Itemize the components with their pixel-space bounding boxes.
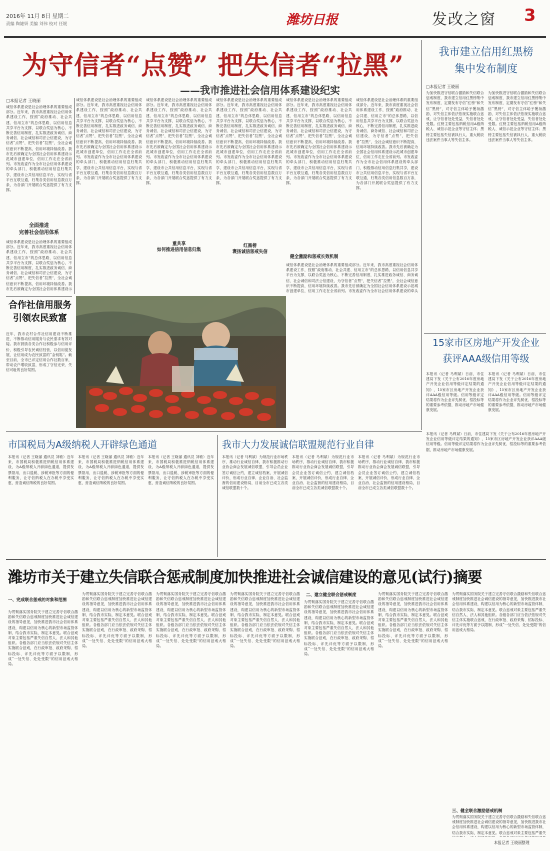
divider-mid-top xyxy=(6,431,422,432)
blacklist-body-b: 为加快推进守信联合激励和失信联合惩戒制度，我市建立信用红黑榜集中发布制度，定期发布守信“红榜”和失信“黑榜”，对守信主体给予褒扬激励，对失信主体依法依规实施联合惩戒，让守信者处处受益，失信者处处受限。红榜主要包括纳税信用A级纳税人、诚信示范企业等守信主体；黑榜主要包括失信被执行人、重大税收违法案件当事人等失信主体。 xyxy=(488,91,546,142)
lead-body-col3: 诚信体系建设是社会治理体系的重要组成部分。近年来，我市高度重视社会信用体系建设工作，按照“政府推动、社会共建、信用立市”的总体思路，以信用信息共享平台为支撑，以联合奖惩为核心，不断完善信用制度，扎实推进政务诚信、商务诚信、社会诚信和司法公信建设，为守信者“点赞”，把失信者“拉黑”，全社会诚信意识不断提高，信用环境持续改善。我市先后被确定为全国社会信用体系建设示范城市创建单位，信用工作走在全省前列。市发改委作为全市社会信用体系建设的牵头部门，积极推动信用信息归集共享，建设市公共信用信息平台，实现与省平台互联互通，归集各类信用信息数百万条，为各部门开展联合奖惩提供了有力支撑。 xyxy=(146,98,212,186)
alliance-body-b: 本报讯（记者 马利斌）为规范行业市场秩序，推动行业诚信自律，我市积极推动行业协会商会发展诚信联盟，引导会员企业签订诚信公约，建立诚信档案，开展诚信评价，形成行业自律、企业自治、社会监督的信用建设格局，目前全市已成立各类诚信联盟数十个。 xyxy=(292,455,354,491)
lead-subtitle: ——我市推进社会信用体系建设纪实 xyxy=(180,86,340,97)
coop-body: 近年，我市农村合作社信用建设不断推进，不断推动信用服务与农民需求有效对接。我市鼓励各类合作社积极参与信用评价，积极引导农民诚信经营，以信用促发展，让信用成为农民致富的“金钥匙”。截至目前，全市已评定信用合作社数百家，带动农户增收致富，形成了守信光荣、失信可耻的良好氛围。 xyxy=(6,332,72,373)
subhead-c: 重共享 如何推进信用信息归集 xyxy=(157,242,201,253)
bottom-section1: 一、完成联合惩戒的对象和范围 xyxy=(8,597,67,602)
aaa-body-a: 本报讯（记者 马利斌）日前，市住建局下发《关于公布2016年度房地产开发企业信用等级评定结果的通知》，15家市区房地产开发企业获评AAA级信用等级。信用等级评定结果将作为企业评先树优、招投标等的重要参考依据，推动房地产市场健康发展。 xyxy=(426,372,484,413)
lead-body-col2: 诚信体系建设是社会治理体系的重要组成部分。近年来，我市高度重视社会信用体系建设工作，按照“政府推动、社会共建、信用立市”的总体思路，以信用信息共享平台为支撑，以联合奖惩为核心，不断完善信用制度，扎实推进政务诚信、商务诚信、社会诚信和司法公信建设，为守信者“点赞”，把失信者“拉黑”，全社会诚信意识不断提高，信用环境持续改善。我市先后被确定为全国社会信用体系建设示范城市创建单位，信用工作走在全省前列。市发改委作为全市社会信用体系建设的牵头部门，积极推动信用信息归集共享，建设市公共信用信息平台，实现与省平台互联互通，归集各类信用信息数百万条，为各部门开展联合奖惩提供了有力支撑。 xyxy=(76,98,142,186)
blacklist-heading: 我市建立信用红黑榜 集中发布制度 xyxy=(438,46,534,75)
tax-body-b: 本报讯（记者 王晓丽 通讯员 刘敏）近年来，市国税局积极推进纳税信用体系建设，为A级纳税人开辟绿色通道，提供发票领用、出口退税、涉税审批等方面的便利服务，让守信纳税人在办税中享受实惠，营造诚信纳税的良好氛围。 xyxy=(78,455,144,486)
bottom-footer-note: 本报记者 王晓丽整理 xyxy=(494,840,530,845)
tax-heading: 市国税局为A级纳税人开辟绿色通道 xyxy=(8,440,157,451)
tax-body-a: 本报讯（记者 王晓丽 通讯员 刘敏）近年来，市国税局积极推进纳税信用体系建设，为A级纳税人开辟绿色通道，提供发票领用、出口退税、涉税审批等方面的便利服务，让守信纳税人在办税中享受实惠，营造诚信纳税的良好氛围。 xyxy=(8,455,74,486)
masthead-rule xyxy=(4,36,546,38)
subhead-b: 红黑榜 褒扬诚信惩戒失信 xyxy=(232,244,268,255)
bottom-section2: 二、建立健全联合惩戒制度 xyxy=(306,592,357,597)
aaa-heading: 15家市区房地产开发企业 获评AAA级信用等级 xyxy=(432,338,540,365)
bottom-body-col4: 为贯彻落实国务院关于建立完善守信联合激励和失信联合惩戒制度加快推进社会诚信建设的指导意见，加快推进我市社会信用体系建设，构建以信用为核心的新型市场监管体制，结合我市实际，制定本意见。联合惩戒对象主要包括严重失信自然人、法人和其他组织。各级各部门应当依法依规对失信主体实施联合惩戒，在行政审批、政府采购、招标投标、评先评优等方面予以限制，形成“一处失信、处处受限”的信用惩戒大格局。 xyxy=(230,592,300,649)
section-name: 发改之窗 xyxy=(432,10,497,28)
tax-body-c: 本报讯（记者 王晓丽 通讯员 刘敏）近年来，市国税局积极推进纳税信用体系建设，为A级纳税人开辟绿色通道，提供发票领用、出口退税、涉税审批等方面的便利服务，让守信纳税人在办税中享受实惠，营造诚信纳税的良好氛围。 xyxy=(148,455,214,486)
alliance-heading: 我市大力发展诚信联盟规范行业自律 xyxy=(222,440,375,451)
paper-name: 潍坊日报 xyxy=(286,13,339,28)
divider-right-col xyxy=(421,40,422,430)
divider-aaa-top xyxy=(424,333,546,334)
divider-lead-left xyxy=(74,98,75,294)
aaa-body-b: 本报讯（记者 马利斌）日前，市住建局下发《关于公布2016年度房地产开发企业信用等级评定结果的通知》，15家市区房地产开发企业获评AAA级信用等级。信用等级评定结果将作为企业评先树优、招投标等的重要参考依据，推动房地产市场健康发展。 xyxy=(488,372,546,413)
bottom-title: 潍坊市关于建立失信联合惩戒制度加快推进社会诚信建设的意见(试行)摘要 xyxy=(8,569,483,586)
bottom-body-col7b: 为贯彻落实国务院关于建立完善守信联合激励和失信联合惩戒制度加快推进社会诚信建设的指导意见，加快推进我市社会信用体系建设，构建以信用为核心的新型市场监管体制，结合我市实际，制定本意见。联合惩戒对象主要包括严重失 xyxy=(452,815,546,835)
masthead xyxy=(0,0,550,38)
bottom-body-col5: 为贯彻落实国务院关于建立完善守信联合激励和失信联合惩戒制度加快推进社会诚信建设的指导意见，加快推进我市社会信用体系建设，构建以信用为核心的新型市场监管体制，结合我市实际，制定本意见。联合惩戒对象主要包括严重失信自然人、法人和其他组织。各级各部门应当依法依规对失信主体实施联合惩戒，在行政审批、政府采购、招标投标、评先评优等方面予以限制，形成“一处失信、处处受限”的信用惩戒大格局。 xyxy=(304,600,374,657)
date-line: 2016年 11月 8日 星期二 xyxy=(6,14,69,20)
bottom-body-col2: 为贯彻落实国务院关于建立完善守信联合激励和失信联合惩戒制度加快推进社会诚信建设的指导意见，加快推进我市社会信用体系建设，构建以信用为核心的新型市场监管体制，结合我市实际，制定本意见。联合惩戒对象主要包括严重失信自然人、法人和其他组织。各级各部门应当依法依规对失信主体实施联合惩戒，在行政审批、政府采购、招标投标、评先评优等方面予以限制，形成“一处失信、处处受限”的信用惩戒大格局。 xyxy=(82,592,152,649)
subhead-d: 健全激励和惩戒长效机制 xyxy=(290,255,339,260)
lead-body-col6: 诚信体系建设是社会治理体系的重要组成部分。近年来，我市高度重视社会信用体系建设工作，按照“政府推动、社会共建、信用立市”的总体思路，以信用信息共享平台为支撑，以联合奖惩为核心，不断完善信用制度，扎实推进政务诚信、商务诚信、社会诚信和司法公信建设，为守信者“点赞”，把失信者“拉黑”，全社会诚信意识不断提高，信用环境持续改善。我市先后被确定为全国社会信用体系建设示范城市创建单位，信用工作走在全省前列。市发改委作为全市社会信用体系建设的牵头部门，积极推动信用信息归集共享，建设市公共信用信息平台，实现与省平台互联互通，归集各类信用信息数百万条，为各部门开展联合奖惩提供了有力支撑。 xyxy=(356,98,418,191)
alliance-body-c: 本报讯（记者 马利斌）为规范行业市场秩序，推动行业诚信自律，我市积极推动行业协会商会发展诚信联盟，引导会员企业签订诚信公约，建立诚信档案，开展诚信评价，形成行业自律、企业自治、社会监督的信用建设格局，目前全市已成立各类诚信联盟数十个。 xyxy=(358,455,420,491)
lead-body-col5: 诚信体系建设是社会治理体系的重要组成部分。近年来，我市高度重视社会信用体系建设工作，按照“政府推动、社会共建、信用立市”的总体思路，以信用信息共享平台为支撑，以联合奖惩为核心，不断完善信用制度，扎实推进政务诚信、商务诚信、社会诚信和司法公信建设，为守信者“点赞”，把失信者“拉黑”，全社会诚信意识不断提高，信用环境持续改善。我市先后被确定为全国社会信用体系建设示范城市创建单位，信用工作走在全省前列。市发改委作为全市社会信用体系建设的牵头部门，积极推动信用信息归集共享，建设市公共信用信息平台，实现与省平台互联互通，归集各类信用信息数百万条，为各部门开展联合奖惩提供了有力支撑。 xyxy=(286,98,352,186)
divider-bottom-top xyxy=(6,559,546,560)
lead-byline: □本报记者 王晓丽 xyxy=(6,98,41,103)
alliance-body-a: 本报讯（记者 马利斌）为规范行业市场秩序，推动行业诚信自律，我市积极推动行业协会商会发展诚信联盟，引导会员企业签订诚信公约，建立诚信档案，开展诚信评价，形成行业自律、企业自治、社会监督的信用建设格局，目前全市已成立各类诚信联盟数十个。 xyxy=(222,455,288,491)
farm-photo-illustration xyxy=(76,296,286,428)
lead-body-col1: 诚信体系建设是社会治理体系的重要组成部分。近年来，我市高度重视社会信用体系建设工作，按照“政府推动、社会共建、信用立市”的总体思路，以信用信息共享平台为支撑，以联合奖惩为核心，不断完善信用制度，扎实推进政务诚信、商务诚信、社会诚信和司法公信建设，为守信者“点赞”，把失信者“拉黑”，全社会诚信意识不断提高，信用环境持续改善。我市先后被确定为全国社会信用体系建设示范城市创建单位，信用工作走在全省前列。市发改委作为全市社会信用体系建设的牵头部门，积极推动信用信息归集共享，建设市公共信用信息平台，实现与省平台互联互通，归集各类信用信息数百万条，为各部门开展联合奖惩提供了有力支撑。 xyxy=(6,105,72,193)
divider-coop-top xyxy=(6,296,72,297)
bottom-section3: 三、健全联合激励惩戒机制 xyxy=(452,808,503,813)
subhead-a: 全面推进 完善社会信用体系 xyxy=(18,223,59,236)
lead-body-col1b: 诚信体系建设是社会治理体系的重要组成部分。近年来，我市高度重视社会信用体系建设工作，按照“政府推动、社会共建、信用立市”的总体思路，以信用信息共享平台为支撑，以联合奖惩为核心，不断完善信用制度，扎实推进政务诚信、商务诚信、社会诚信和司法公信建设，为守信者“点赞”，把失信者“拉黑”，全社会诚信意识不断提高，信用环境持续改善。我市先后被确定为全国社会信用体系建设示 xyxy=(6,240,72,291)
aaa-body-c: 本报讯（记者 马利斌）日前，市住建局下发《关于公布2016年度房地产开发企业信用等级评定结果的通知》，15家市区房地产开发企业获评AAA级信用等级。信用等级评定结果将作为企业评先树优、招投标等的重要参考依据，推动房地产市场健康发展。 xyxy=(426,432,546,452)
bottom-body-col3: 为贯彻落实国务院关于建立完善守信联合激励和失信联合惩戒制度加快推进社会诚信建设的指导意见，加快推进我市社会信用体系建设，构建以信用为核心的新型市场监管体制，结合我市实际，制定本意见。联合惩戒对象主要包括严重失信自然人、法人和其他组织。各级各部门应当依法依规对失信主体实施联合惩戒，在行政审批、政府采购、招标投标、评先评优等方面予以限制，形成“一处失信、处处受限”的信用惩戒大格局。 xyxy=(156,592,226,649)
lead-title: 为守信者“点赞” 把失信者“拉黑” xyxy=(22,51,405,81)
bottom-body-col6: 为贯彻落实国务院关于建立完善守信联合激励和失信联合惩戒制度加快推进社会诚信建设的指导意见，加快推进我市社会信用体系建设，构建以信用为核心的新型市场监管体制，结合我市实际，制定本意见。联合惩戒对象主要包括严重失信自然人、法人和其他组织。各级各部门应当依法依规对失信主体实施联合惩戒，在行政审批、政府采购、招标投标、评先评优等方面予以限制，形成“一处失信、处处受限”的信用惩戒大格局。 xyxy=(378,592,448,649)
blacklist-body-a: 为加快推进守信联合激励和失信联合惩戒制度，我市建立信用红黑榜集中发布制度，定期发布守信“红榜”和失信“黑榜”，对守信主体给予褒扬激励，对失信主体依法依规实施联合惩戒，让守信者处处受益，失信者处处受限。红榜主要包括纳税信用A级纳税人、诚信示范企业等守信主体；黑榜主要包括失信被执行人、重大税收违法案件当事人等失信主体。 xyxy=(426,91,484,142)
lead-body-col4: 诚信体系建设是社会治理体系的重要组成部分。近年来，我市高度重视社会信用体系建设工作，按照“政府推动、社会共建、信用立市”的总体思路，以信用信息共享平台为支撑，以联合奖惩为核心，不断完善信用制度，扎实推进政务诚信、商务诚信、社会诚信和司法公信建设，为守信者“点赞”，把失信者“拉黑”，全社会诚信意识不断提高，信用环境持续改善。我市先后被确定为全国社会信用体系建设示范城市创建单位，信用工作走在全省前列。市发改委作为全市社会信用体系建设的牵头部门，积极推动信用信息归集共享，建设市公共信用信息平台，实现与省平台互联互通，归集各类信用信息数百万条，为各部门开展联合奖惩提供了有力支撑。 xyxy=(216,98,282,186)
bottom-body-col7: 为贯彻落实国务院关于建立完善守信联合激励和失信联合惩戒制度加快推进社会诚信建设的指导意见，加快推进我市社会信用体系建设，构建以信用为核心的新型市场监管体制，结合我市实际，制定本意见。联合惩戒对象主要包括严重失信自然人、法人和其他组织。各级各部门应当依法依规对失信主体实施联合惩戒，在行政审批、政府采购、招标投标、评先评优等方面予以限制，形成“一处失信、处处受限”的信用惩戒大格局。 xyxy=(452,592,546,633)
divider-mid-vert xyxy=(217,435,218,557)
page-number: 3 xyxy=(524,6,536,26)
bottom-body-col1: 为贯彻落实国务院关于建立完善守信联合激励和失信联合惩戒制度加快推进社会诚信建设的指导意见，加快推进我市社会信用体系建设，构建以信用为核心的新型市场监管体制，结合我市实际，制定本意见。联合惩戒对象主要包括严重失信自然人、法人和其他组织。各级各部门应当依法依规对失信主体实施联合惩戒，在行政审批、政府采购、招标投标、评先评优等方面予以限制，形成“一处失信、处处受限”的信用惩戒大格局。 xyxy=(8,610,78,667)
coop-heading: 合作社信用服务 引领农民致富 xyxy=(8,301,72,324)
lead-body-col4b: 诚信体系建设是社会治理体系的重要组成部分。近年来，我市高度重视社会信用体系建设工作，按照“政府推动、社会共建、信用立市”的总体思路，以信用信息共享平台为支撑，以联合奖惩为核心，不断完善信用制度，扎实推进政务诚信、商务诚信、社会诚信和司法公信建设，为守信者“点赞”，把失信者“拉黑”，全社会诚信意识不断提高，信用环境持续改善。我市先后被确定为全国社会信用体系建设示范城市创建单位，信用工作走在全省前列。市发改委作为全市社会信用体系建设的牵头 xyxy=(286,263,418,293)
editor-line: 责编 陶婕妍 美编 刘伟 校对 任媛 xyxy=(6,21,68,26)
farm-photo xyxy=(76,296,286,428)
blacklist-byline: □本报记者 王晓丽 xyxy=(426,84,460,89)
